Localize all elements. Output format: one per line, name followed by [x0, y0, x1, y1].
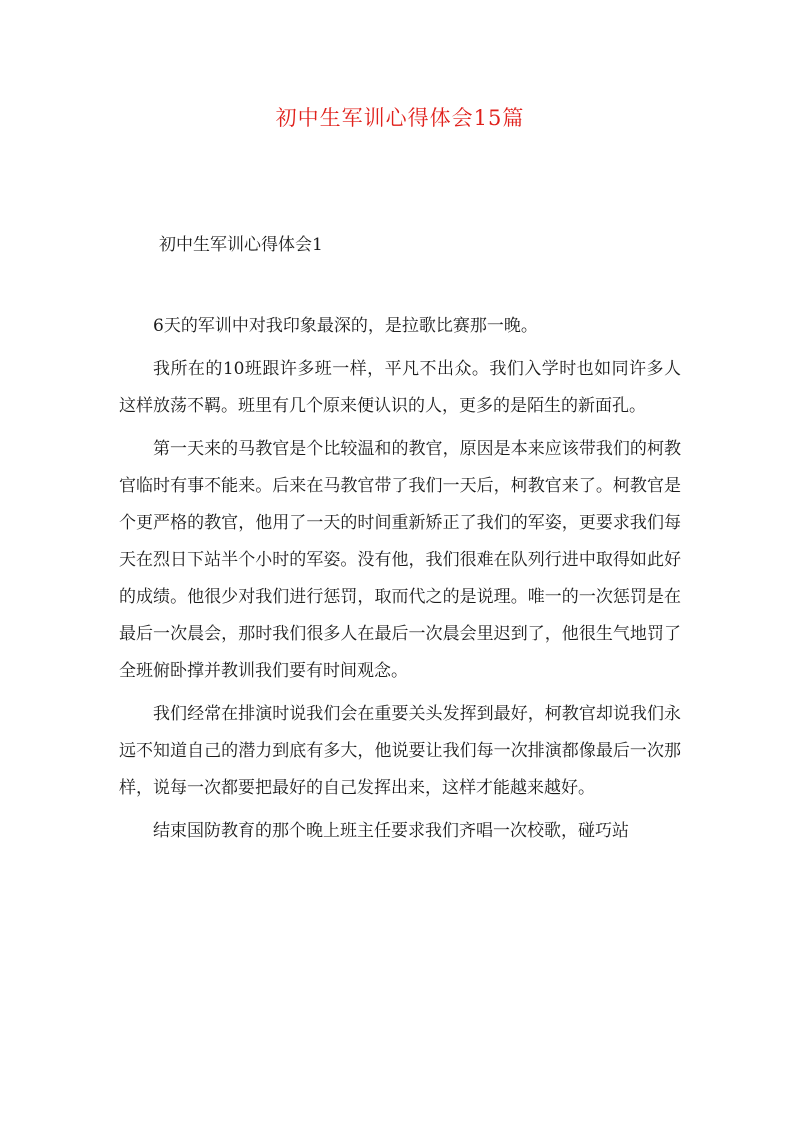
document-title: 初中生军训心得体会15篇	[275, 106, 525, 130]
paragraph-5: 结束国防教育的那个晚上班主任要求我们齐唱一次校歌，碰巧站	[153, 821, 629, 841]
section-heading: 初中生军训心得体会1	[159, 235, 323, 255]
paragraph-4: 我们经常在排演时说我们会在重要关头发挥到最好，柯教官却说我们永远不知道自己的潜力到底有多大，他说要让我们每一次排演都像最后一次那样，说每一次都要把最好的自己发挥出来，这样才能越来越好。	[119, 704, 681, 798]
paragraph-2: 我所在的10班跟许多班一样，平凡不出众。我们入学时也如同许多人这样放荡不羁。班里有几个原来便认识的人，更多的是陌生的新面孔。	[119, 359, 681, 416]
paragraph-1: 6天的军训中对我印象最深的，是拉歌比赛那一晚。	[153, 316, 538, 336]
paragraph-3: 第一天来的马教官是个比较温和的教官，原因是本来应该带我们的柯教官临时有事不能来。后来在马教官带了我们一天后，柯教官来了。柯教官是个更严格的教官，他用了一天的时间重新矫正了我们的军姿，更要求我们每天在烈日下站半个小时的军姿。没有他，我们很难在队列行进中取得如此好的成绩。他很少对我们进行惩罚，取而代之的是说理。唯一的一次惩罚是在最后一次晨会，那时我们很多人在最后一次晨会里迟到了，他很生气地罚了全班俯卧撑并教训我们要有时间观念。	[119, 439, 681, 681]
body-text	[119, 308, 681, 856]
